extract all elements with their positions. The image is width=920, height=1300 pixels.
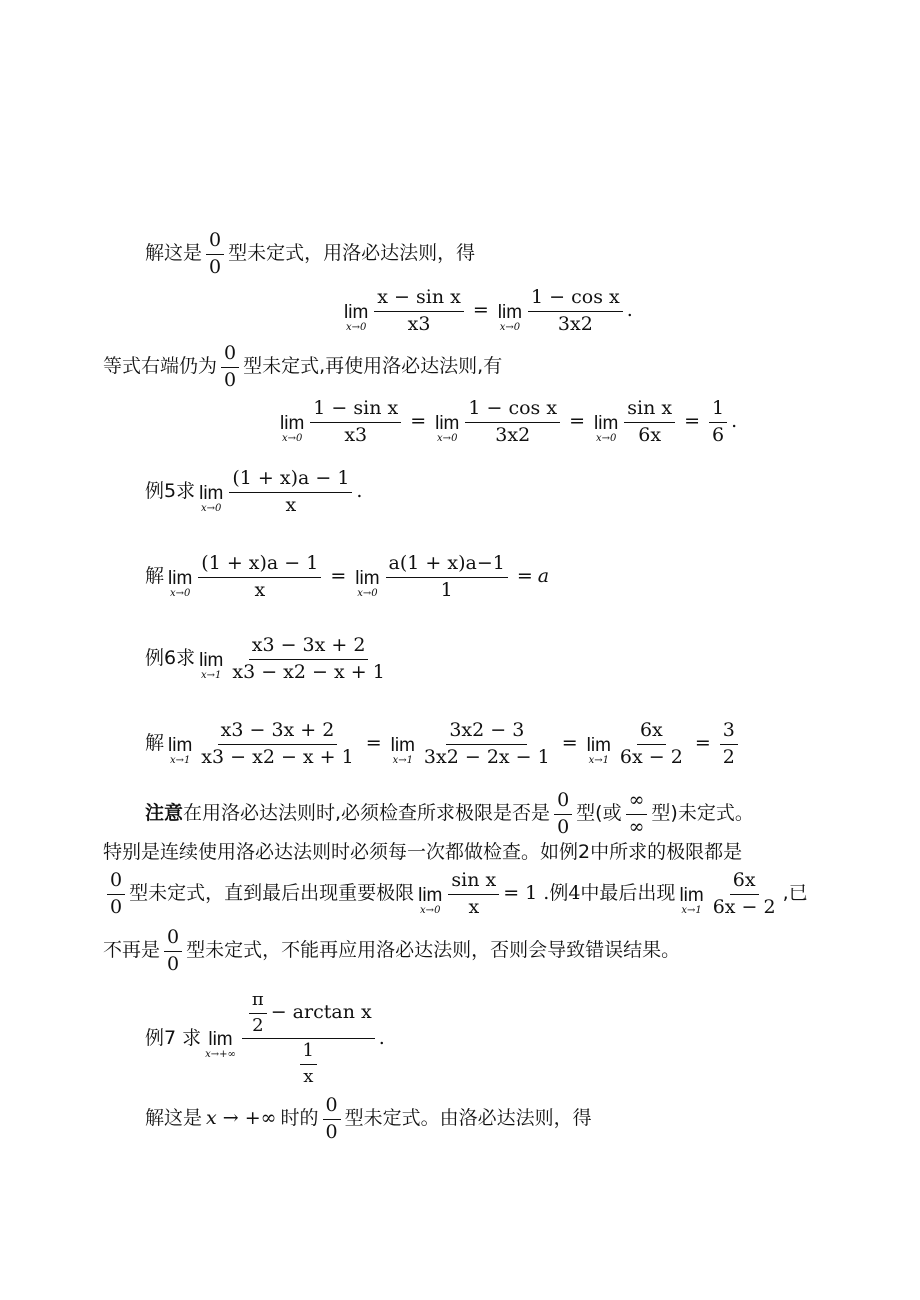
text: 解这是 (145, 242, 203, 265)
compound-fraction: $\frac{\pi}{2}$ − arctan x $\frac{1}{x}$ (242, 990, 375, 1088)
note-line-3: $\frac{0}{0}$ 型未定式，直到最后出现重要极限 lim x→0 $\frac{\text{sin x}}{x}$ = 1 .例4中最后出现 lim x→1 $\frac{6x}{6x - 2}$ ,已 (103, 870, 808, 919)
example-label: 例5求 (145, 480, 196, 503)
note-line-4: 不再是 $\frac{0}{0}$ 型未定式，不能再应用洛必达法则，否则会导致错误结果。 (103, 926, 681, 975)
example-7: 例7 求 lim x→+∞ $\frac{\pi}{2}$ − arctan x $\frac{1}{x}$ . (145, 989, 385, 1088)
example-label: 例7 求 (145, 1026, 202, 1049)
text: 型未定式,再使用洛必达法则,有 (243, 355, 503, 378)
text: 等式右端仍为 (103, 355, 218, 378)
lim: lim x→0 (344, 301, 369, 333)
fraction-zero-over-zero: $\frac{0}{0}$ (206, 230, 224, 279)
last-line: 解这是 x → +∞ 时的 $\frac{0}{0}$ 型未定式。由洛必达法则，得 (145, 1094, 592, 1143)
fraction: $\frac{\text{1 − cos x}}{3x2}$ (528, 287, 623, 336)
solution-label: 解 (145, 565, 165, 588)
note-line-2: 特别是连续使用洛必达法则时必须每一次都做检查。如例2中所求的极限都是 (103, 841, 743, 863)
text: 型未定式，用洛必达法则，得 (228, 242, 476, 265)
note-line-1: 注意 在用洛必达法则时,必须检查所求极限是否是 $\frac{0}{0}$ 型(或 $\frac{\infty}{\infty}$ 型)未定式。 (145, 789, 754, 838)
period: . (626, 299, 633, 322)
intro-line (145, 230, 475, 279)
equals: = (472, 299, 489, 322)
example-5: 例5求 lim x→0 $\frac{(1 + x)a - 1}{x}$ . (145, 467, 363, 516)
fraction-zero-over-zero: $\frac{0}{0}$ (221, 343, 239, 392)
equation-1 (340, 287, 633, 336)
example-label: 例6求 (145, 647, 196, 670)
lim: lim x→0 (497, 301, 523, 333)
continuation-line (103, 343, 502, 392)
solution-5: 解 lim x→0 $\frac{(1 + x)a - 1}{x}$ = lim x→0 $\frac{a(1 + x)a-1}{1}$ = a (145, 552, 550, 601)
example-6: 例6求 lim x→1 $\frac{x3 - 3x + 2}{x3 - x2 - x + 1}$ (145, 634, 385, 683)
note-label: 注意 (145, 802, 184, 825)
fraction: $\frac{\text{x − sin x}}{x3}$ (374, 287, 464, 336)
solution-6: 解 lim x→1 $\frac{x3 - 3x + 2}{x3 - x2 - x + 1}$ = lim x→1 $\frac{3x2 - 3}{3x2 - 2x - 1}$ = lim x→1 $\frac{6x}{6x - 2}$ = $\frac{3}{2}$ (145, 720, 742, 769)
equation-2: lim x→0 $\frac{\text{1 − sin x}}{x3}$ = lim x→0 $\frac{\text{1 − cos x}}{3x2}$ = lim x→0 $\frac{\text{sin x}}{6x}$ = $\frac{1}{6}$ . (280, 397, 738, 446)
